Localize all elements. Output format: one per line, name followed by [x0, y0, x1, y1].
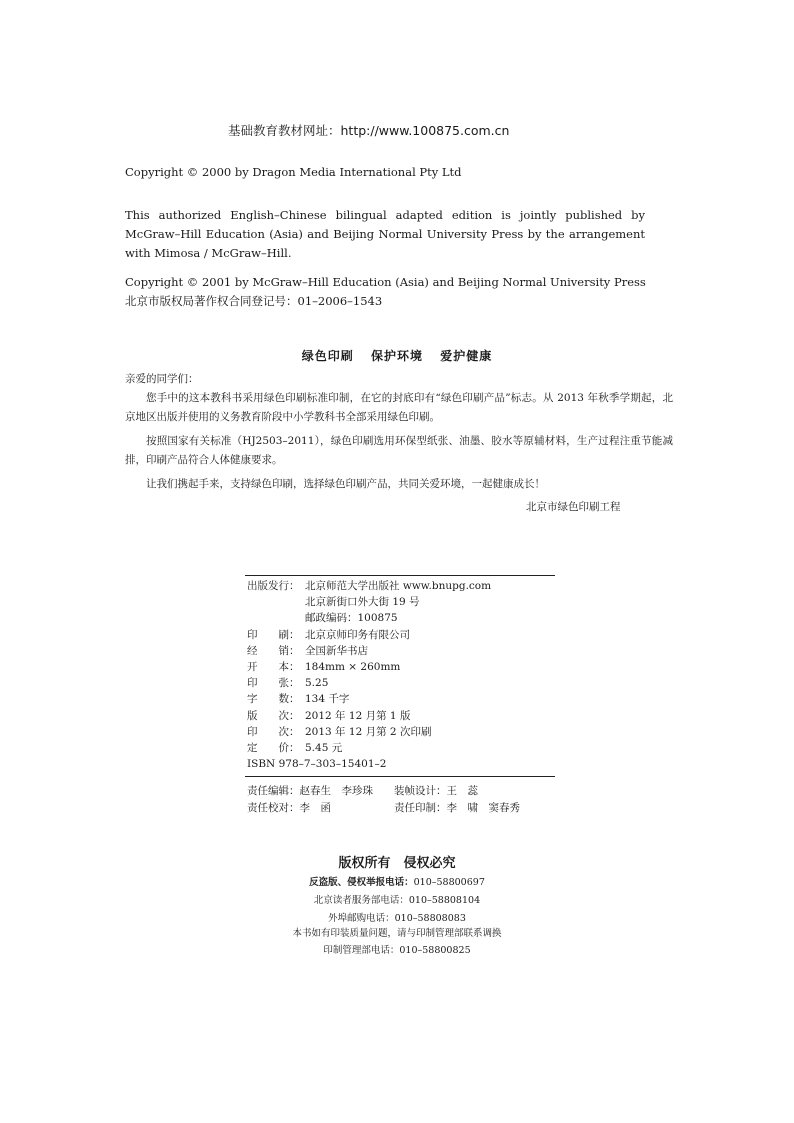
service-phone-line: 北京读者服务部电话：010–58808104: [313, 895, 481, 906]
imprint-row: 印 张： 5.25: [247, 677, 329, 690]
imprint-row: 印 刷： 北京京师印务有限公司: [247, 628, 410, 641]
service-phone-line: 本书如有印装质量问题，请与印制管理部联系调换: [292, 928, 502, 939]
green-title-part: 爱护健康: [440, 349, 493, 363]
imprint-row: 北京新街口外大街 19 号: [305, 596, 420, 609]
green-title-part: 保护环境: [370, 349, 423, 363]
imprint-row: 定 价： 5.45 元: [247, 742, 343, 755]
green-printing-greeting: 亲爱的同学们：: [125, 373, 199, 385]
rights-reserved-title: 版权所有 侵权必究: [338, 856, 456, 871]
imprint-middle-rule: [245, 776, 555, 777]
imprint-row: 字 数： 134 千字: [247, 693, 350, 706]
imprint-row: 开 本： 184mm × 260mm: [247, 661, 401, 674]
isbn: ISBN 978–7–303–15401–2: [247, 758, 387, 771]
hotline-label: 反盗版、侵权举报电话：: [309, 877, 414, 888]
service-phone-line: 印制管理部电话：010–58800825: [323, 945, 471, 956]
imprint-row: 出版发行： 北京师范大学出版社 www.bnupg.com: [247, 580, 492, 592]
green-printing-signature: 北京市绿色印刷工程: [526, 501, 621, 513]
green-title-part: 绿色印刷: [301, 349, 354, 363]
imprint-row: 印 次： 2013 年 12 月第 2 次印刷: [247, 725, 432, 738]
green-printing-paragraph: 按照国家有关标准（HJ2503–2011），绿色印刷选用环保型纸张、油墨、胶水等原辅材料，生产过程注重节能减排，印刷产品符合人体健康要求。: [125, 435, 673, 466]
green-printing-paragraph: 您手中的这本教科书采用绿色印刷标准印制，在它的封底印有“绿色印刷产品”标志。从 2013 年秋季学期起，北京地区出版并使用的义务教育阶段中小学教科书全部采用绿色印刷。: [125, 392, 673, 423]
green-printing-title: [0, 347, 794, 364]
authorized-edition-statement: This authorized English–Chinese bilingual adapted edition is jointly published by McGraw–Hill Education (Asia) and Beijing Normal University Press by the arrangement with Mimosa / McGraw–Hill.: [125, 208, 645, 260]
imprint-top-rule: [245, 575, 555, 576]
textbook-website-line: 基础教育教材网址：http://www.100875.com.cn: [228, 123, 510, 138]
imprint-block: [247, 578, 491, 772]
copyright-registration-number: 北京市版权局著作权合同登记号：01–2006–1543: [125, 294, 383, 308]
staff-line: 责任校对：李 函 责任印制：李 啸 窦春秀: [247, 802, 520, 814]
imprint-row: 邮政编码：100875: [305, 612, 398, 625]
copyright-2000: Copyright © 2000 by Dragon Media International Pty Ltd: [125, 165, 462, 179]
service-phone-line: 外埠邮购电话：010–58808083: [328, 913, 466, 924]
anti-piracy-hotline: [0, 874, 794, 888]
green-printing-paragraph: 让我们携起手来，支持绿色印刷，选择绿色印刷产品，共同关爱环境，一起健康成长！: [146, 478, 545, 490]
hotline-number: 010–58800697: [413, 877, 485, 888]
imprint-row: 经 销： 全国新华书店: [247, 644, 368, 657]
imprint-row: 版 次： 2012 年 12 月第 1 版: [247, 709, 411, 722]
staff-line: 责任编辑：赵春生 李珍珠 装帧设计：王 蕊: [247, 785, 478, 797]
copyright-2001: Copyright © 2001 by McGraw–Hill Education (Asia) and Beijing Normal University Press: [125, 275, 646, 289]
